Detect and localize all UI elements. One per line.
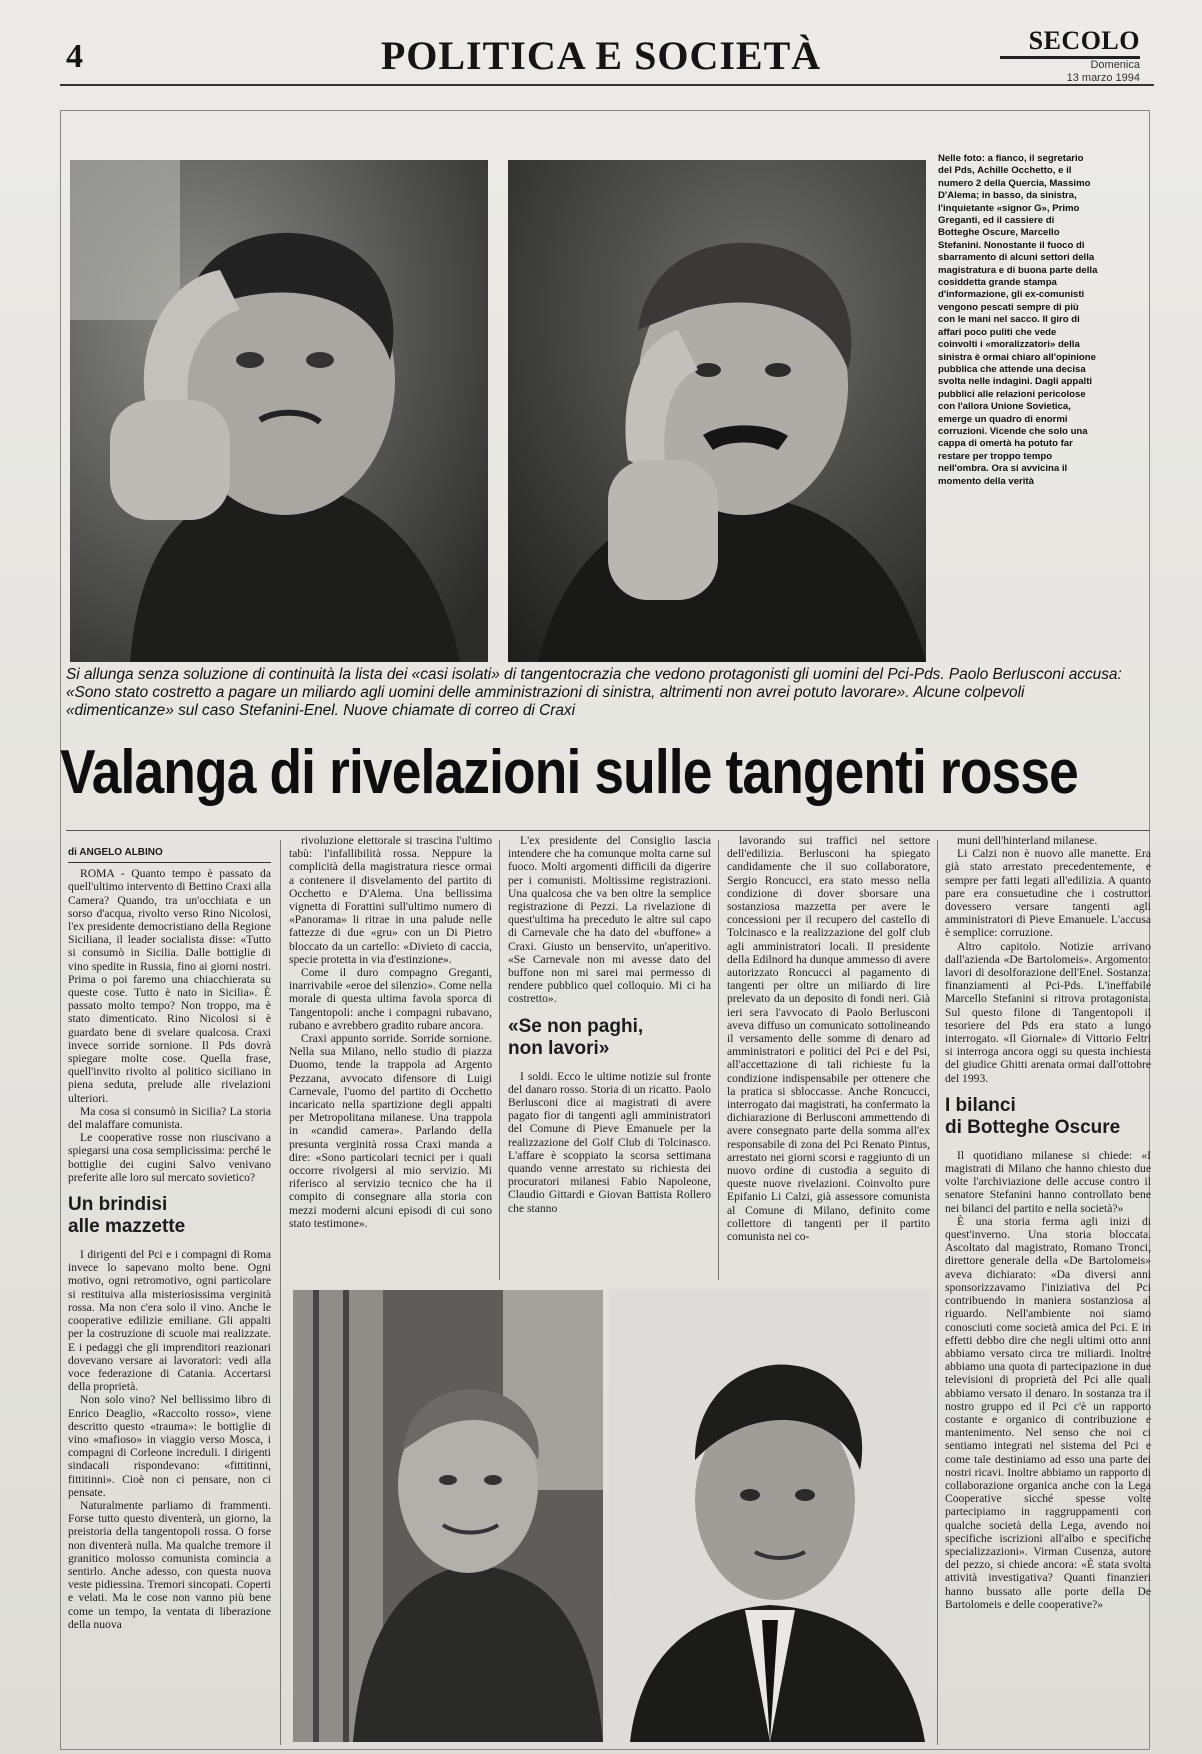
headline-divider [66,830,1150,831]
subhead-line: alle mazzette [68,1216,186,1238]
paragraph: muni dell'hinterland milanese. [957,834,1098,847]
page-number: 4 [66,38,83,75]
paragraph: Le cooperative rosse non riuscivano a spiegarsi una cosa semplicissima: perché le bottiglie dei cugini Salvo venivano preferite alle loro sul mercato sovietico? [68,1131,271,1184]
article-column-5 [945,834,1151,1744]
paragraph: Non solo vino? Nel bellissimo libro di Enrico Deaglio, «Raccolto rosso», viene descritto questo «trauma»: le bottiglie di vino «mafioso» in viaggio verso Mosca, i compagni di Corleone increduli. I dirigenti sindacali rispondevano: «fittitinni, fittitinni». Cioè non ci pensare, non ci pensate. [68,1393,271,1499]
masthead-logo: SECOLO [1000,26,1140,59]
paragraph: Li Calzi non è nuovo alle manette. Era già stato arrestato precedentemente, e sempre per fatti legati all'edilizia. A quanto pare era consuetudine che i costruttori dovessero versare tangenti agli amministratori di Pieve Emanuele. L'accusa è semplice: corruzione. [945,847,1151,940]
byline: di ANGELO ALBINO [68,846,271,863]
header-divider [60,84,1154,86]
paragraph: L'ex presidente del Consiglio lascia intendere che ha comunque molta carne sul fuoco. Molti argomenti difficili da digerire per i comunisti. Moltissime registrazioni. Una qualcosa che va ben oltre la semplice registrazione di Pezzi. La rivelazione di quest'ultima ha preceduto le altre sul capo di Carnevale che ha dato del «buffone» a Craxi. Giusto un benservito, un'aperitivo. «Se Carnevale non mi avesse dato del buffone non mi sarei mai permesso di rendere pubblico quel colloquio. Mi ci ha costretto». [508,834,711,1006]
paragraph: Altro capitolo. Notizie arrivano dall'azienda «De Bartolomeis». Argomento: lavori di desolforazione dell'Enel. Sostanza: finanziamenti al Pci-Pds. L'ineffabile Marcello Stefanini si ritrova protagonista. Sul questo filone di Tangentopoli il tesoriere del Pds era stato a lungo interrogato. «Il Giornale» di Vittorio Feltri si interroga ancora oggi su questa inchiesta del giudice Ghitti arenata ormai dall'ottobre del 1993. [945,939,1151,1085]
paragraph: ROMA - Quanto tempo è passato da quell'ultimo intervento di Bettino Craxi alla Camera? Quando, tra un'occhiata e un sorso d'acqua, rivolto verso Rino Nicolosi, l'ex presidente democristiano della Regione Siciliana, il leader socialista disse: «Tutto si consumò in Sicilia. Dalle bottiglie di vino spedite in Russia, fino ai giorni nostri. Prima o poi faremo una chiacchierata su queste cose. Tutto è nato in Sicilia». È passato molto tempo? Non troppo, ma è stato dimenticato. Rino Nicolosi si è guardato bene di svelare qualcosa. Craxi invece sorride sornione. Il Pds dovrà spiegare molte cose. Quella frase, quell'invito rivolto al politico siciliano in piena seduta, prelude alle rivelazioni ulteriori. [68,867,271,1105]
subhead-line: I bilanci [945,1094,1016,1116]
subhead-se-non-paghi [508,1016,711,1060]
column-divider [499,840,500,1280]
paragraph: Ma cosa si consumò in Sicilia? La storia del malaffare comunista. [68,1104,271,1132]
column-divider [937,840,938,1745]
article-column-2 [289,834,492,1274]
section-title: POLITICA E SOCIETÀ [380,33,822,78]
column-divider [280,840,281,1745]
paragraph: I soldi. Ecco le ultime notizie sul fronte del danaro rosso. Storia di un ricatto. Paolo Berlusconi dice ai magistrati di avere pagato fior di tangenti agli amministratori del Comune di Pieve Emanuele per la realizzazione del Golf Club di Tolcinasco. L'affare è scoppiato la scorsa settimana quando venne arrestato su richiesta dei procuratori milanesi Fabio Napoleone, Claudio Gittardi e Giovan Battista Rollero che stanno [508,1069,711,1215]
masthead [1000,26,1140,85]
article-headline: Valanga di rivelazioni sulle tangenti rosse [60,738,1078,807]
subhead-line: Un brindisi [68,1194,168,1216]
paragraph: Come il duro compagno Greganti, inarrivabile «eroe del silenzio». Come nella morale di questa ultima favola sporca di Tangentopoli: anche i compagni rubavano, rubano e avrebbero gradito rubare ancora. [289,966,492,1032]
photo-marcello-stefanini [610,1290,930,1742]
article-column-1 [68,846,271,1744]
subhead-brindisi [68,1194,271,1238]
masthead-day: Domenica [1090,59,1140,71]
subhead-line: non lavori» [508,1037,610,1059]
photo-achille-occhetto [70,160,488,662]
photo-primo-greganti [293,1290,603,1742]
paragraph: lavorando sui traffici nel settore dell'edilizia. Berlusconi ha spiegato candidamente che il suo collaboratore, Sergio Roncucci, era stato messo nella condizione di dover sborsare una sostanziosa mazzetta per avere le concessioni per il recupero del castello di Tolcinasco e la realizzazione del golf club agli amministratori locali. Il presidente della Edilnord ha dunque ammesso di avere autorizzato Roncucci al pagamento di tangenti per oltre un miliardo di lire prelevato da un deposito di fondi neri. Già ieri sera l'avvocato di Paolo Berlusconi aveva diffuso un comunicato sottolineando il versamento delle somme di denaro ad amministratori e politici del Pci e del Psi, all'accettazione di tali richieste fu la condizione indispensabile per ottenere che la pratica si sbloccasse. Anche Roncucci, interrogato dai magistrati, ha confermato la dichiarazione di Berlusconi ammettendo di avere consegnato parte della somma all'ex responsabile di zona del Pci Renato Pintus, arrestato nei giorni scorsi e raggiunto di un nuovo ordine di custodia a seguito di queste nuove rivelazioni. Coinvolto pure Epifanio Li Calzi, già assessore comunista al Comune di Milano, definito come collettore di tangenti per il partito comunista nei co- [727,834,930,1244]
paragraph: È una storia ferma agli inizi di quest'inverno. Una storia bloccata. Ascoltato dal magistrato, Romano Tronci, direttore generale della «De Bartolomeis» aveva dichiarato: «Da diversi anni sponsorizzavamo l'iniziativa del Pci contribuendo in maniera sostanziosa al riguardo. Nell'ambiente noi siamo conosciuti come società amica del Pci. E in effetti debbo dire che negli ultimi otto anni abbiamo versato circa tre miliardi. Inoltre abbiamo una quota di partecipazione in due televisioni di proprietà del Pci alle quali abbiamo versato il denaro. In sostanza tra il nostro gruppo ed il Pci c'è un rapporto costante e organico di contribuzione e mantenimento. Nel senso che noi ci sentiamo integrati nel sistema del Pci e come tale destiniamo ad esso una parte dei nostri ricavi. Inoltre abbiamo un rapporto di collaborazione organica anche con la Lega Cooperative sicché spesse volte partecipiamo in raggruppamenti con qualche società della Lega, avendo noi specifiche iscrizioni all'albo e specifiche specializzazioni». Virman Cusenza, autore del pezzo, si chiede ancora: «È stata svolta attività investigativa? Quanti finanzieri hanno bussato alle porte della De Bartolomeis e delle cooperative?» [945,1214,1151,1611]
masthead-date: 13 marzo 1994 [1066,72,1140,84]
paragraph: rivoluzione elettorale si trascina l'ultimo tabù: l'infallibilità rossa. Neppure la complicità della magistratura riesce ormai a contenere il disvelamento del partito di Occhetto e D'Alema. Una bellissima vignetta di Forattini sull'ultimo numero di «Panorama» li ritrae in una palude nelle fattezze di due «gru» con un Di Pietro bloccato da un cartello: «Divieto di caccia, specie protetta in via d'estinzione». [289,834,492,966]
article-column-3 [508,834,711,1274]
paragraph: Il quotidiano milanese si chiede: «I magistrati di Milano che hanno chiesto due volte l'archiviazione delle accuse contro il senatore Stefanini hanno controllato bene nei bilanci del partito e nella società?» [945,1148,1151,1215]
subhead-bilanci [945,1095,1151,1139]
paragraph: I dirigenti del Pci e i compagni di Roma invece lo sapevano molto bene. Ogni motivo, ogni retromotivo, ogni particolare si restituiva alla misteriosissima verginità rossa. Ma non c'era solo il vino. Anche le cooperative edilizie emiliane. Gli appalti per la costruzione di scuole mai realizzate. E i pedaggi che gli imprenditori reazionari dovevano versare ai lavoratori: vedi alla voce federazione di Catania. Accertarsi della proprietà. [68,1248,271,1394]
subhead-line: «Se non paghi, [508,1015,644,1037]
paragraph: Naturalmente parliamo di frammenti. Forse tutto questo diventerà, un giorno, la preistoria della tangentopoli rossa. O forse non diventerà nulla. Ma qualche tremore il granitico molosso comunista comincia a sentirlo. Anche adesso, con questa nuova veste pidiessina. Tremori sincopati. Coperti e velati. Ma le cose non vanno più bene come un tempo, la ventata di liberazione della nuova [68,1498,271,1631]
photo-caption: Nelle foto: a fianco, il segretario del Pds, Achille Occhetto, e il numero 2 della Quercia, Massimo D'Alema; in basso, da sinistra, l'inquietante «signor G», Primo Greganti, ed il cassiere di Botteghe Oscure, Marcello Stefanini. Nonostante il fuoco di sbarramento di alcuni settori della magistratura e di buona parte della cosiddetta grande stampa d'informazione, gli ex-comunisti vengono pescati sempre di più con le mani nel sacco. Il giro di affari poco puliti che vede coinvolti i «moralizzatori» della sinistra è ormai chiaro all'opinione pubblica che attende una decisa svolta nelle indagini. Dagli appalti pubblici alle relazioni pericolose con l'allora Unione Sovietica, emerge un quadro di enormi corruzioni. Vicende che solo una cappa di omertà ha potuto far restare per troppo tempo nell'ombra. Ora si avvicina il momento della verità [938,153,1098,487]
article-strap: Si allunga senza soluzione di continuità la lista dei «casi isolati» di tangentocrazia che vedono protagonisti gli uomini del Pci-Pds. Paolo Berlusconi accusa: «Sono stato costretto a pagare un miliardo agli uomini delle amministrazioni di sinistra, altrimenti non avrei potuto lavorare». Alcune colpevoli «dimenticanze» sul caso Stefanini-Enel. Nuove chiamate di correo di Craxi [66,666,1122,719]
photo-massimo-dalema [508,160,926,662]
column-divider [718,840,719,1280]
paragraph: Craxi appunto sorride. Sorride sornione. Nella sua Milano, nello studio di piazza Duomo, tende la trappola ad Argento Pezzana, avvocato difensore di Luigi Carnevale, l'uomo del partito di Occhetto incaricato nella spartizione degli appalti per Metropolitana milanese. Una trappola in «candid camera». Parlando della presunta verginità rossa Craxi manda a dire: «Sono particolari tecnici per i quali occorre rivolgersi al mio servizio. Mi riferisco al servizio tecnico che ha il compito di consegnare alla storia con mezzi moderni alcuni episodi di cui sono stato testimone». [289,1032,492,1230]
article-column-4 [727,834,930,1274]
subhead-line: di Botteghe Oscure [945,1116,1121,1138]
